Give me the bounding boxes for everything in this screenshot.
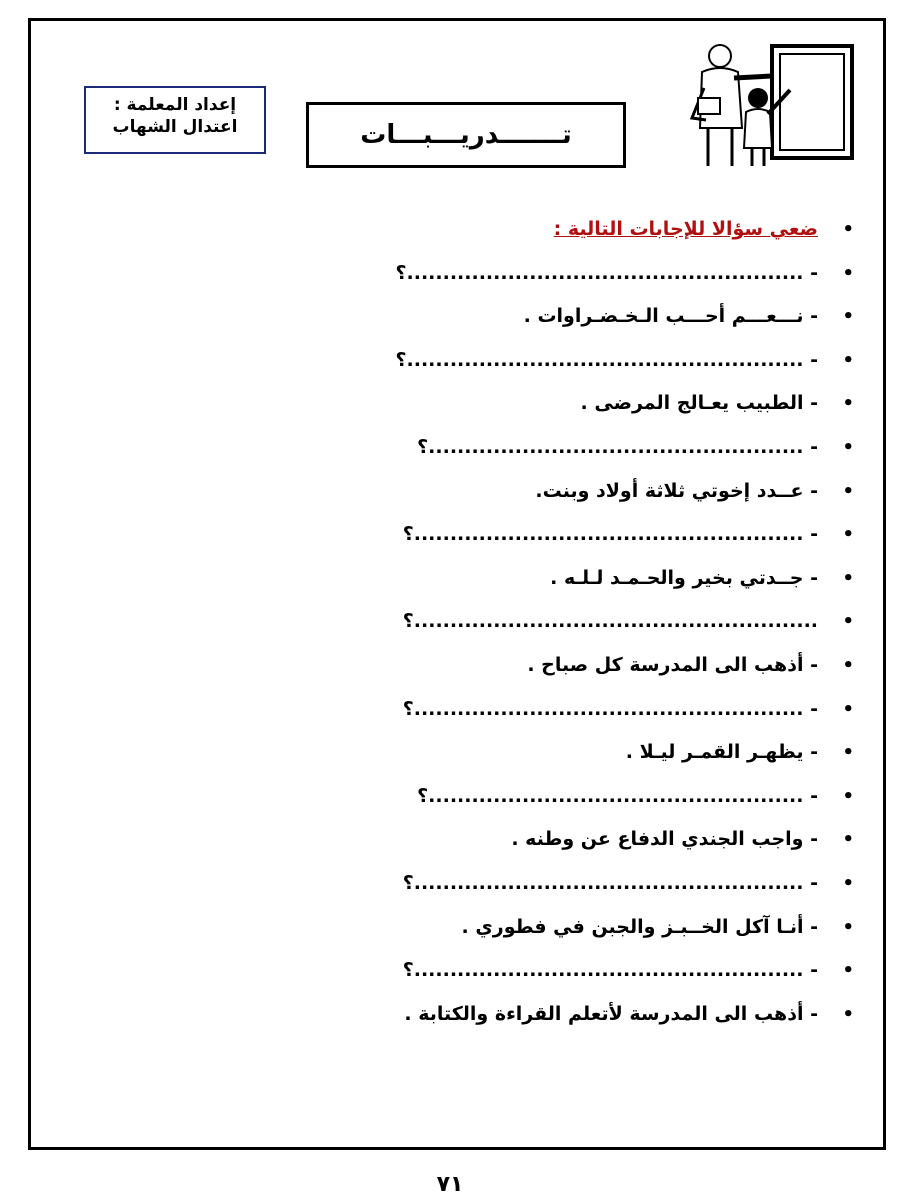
bullet-icon: •: [842, 393, 854, 415]
list-item: [284, 339, 864, 383]
bullet-icon: •: [842, 306, 854, 328]
bullet-icon: •: [842, 960, 854, 982]
item-text: - ....................................................؟: [417, 435, 818, 458]
list-item: [284, 513, 864, 557]
list-item: [284, 688, 864, 732]
page-title: تـــــــدريـــبـــات: [306, 102, 626, 168]
bullet-icon: •: [842, 524, 854, 546]
list-item: [284, 862, 864, 906]
bullet-icon: •: [842, 654, 854, 676]
teacher-student-board-icon: [672, 38, 862, 168]
item-text: ........................................................؟: [402, 610, 818, 633]
item-text: - أذهب الى المدرسة لأتعلم القراءة والكتابة .: [404, 1002, 818, 1025]
item-text: - .......................................................؟: [395, 261, 818, 284]
item-text: - ....................................................؟: [417, 784, 818, 807]
item-text: - .......................................................؟: [395, 348, 818, 371]
bullet-icon: •: [842, 219, 854, 240]
exercise-list: [284, 208, 864, 1036]
bullet-icon: •: [842, 872, 854, 894]
item-text: - عــدد إخوتي ثلاثة أولاد وبنت.: [535, 479, 818, 502]
bullet-icon: •: [842, 742, 854, 764]
bullet-icon: •: [842, 1003, 854, 1025]
list-item: [284, 906, 864, 950]
bullet-icon: •: [842, 436, 854, 458]
bullet-icon: •: [842, 262, 854, 284]
teacher-credit-box: [84, 86, 266, 154]
bullet-icon: •: [842, 698, 854, 720]
instruction-text: ضعي سؤالا للإجابات التالية :: [553, 218, 818, 240]
bullet-icon: •: [842, 567, 854, 589]
list-item: [284, 557, 864, 601]
item-text: - يظهـر القمـر ليـلا .: [625, 741, 818, 764]
list-item: [284, 295, 864, 339]
item-text: - ......................................................؟: [402, 871, 818, 894]
bullet-icon: •: [842, 480, 854, 502]
list-item: [284, 600, 864, 644]
bullet-icon: •: [842, 785, 854, 807]
list-item: [284, 382, 864, 426]
bullet-icon: •: [842, 829, 854, 851]
bullet-icon: •: [842, 349, 854, 371]
item-text: - الطبيب يعـالج المرضى .: [580, 392, 818, 415]
list-item: [284, 470, 864, 514]
item-text: - أذهب الى المدرسة كل صباح .: [527, 653, 818, 676]
list-item: [284, 731, 864, 775]
list-item: [284, 949, 864, 993]
bullet-icon: •: [842, 916, 854, 938]
teacher-label: إعداد المعلمة :: [113, 95, 237, 115]
list-item: [284, 426, 864, 470]
item-text: - ......................................................؟: [402, 697, 818, 720]
instruction-item: [284, 208, 864, 252]
list-item: [284, 252, 864, 296]
item-text: - ......................................................؟: [402, 523, 818, 546]
item-text: - واجب الجندي الدفاع عن وطنه .: [511, 828, 818, 851]
item-text: - جــدتي بخير والحـمـد لـلـه .: [550, 566, 818, 589]
teacher-name: اعتدال الشهاب: [112, 117, 238, 137]
item-text: - نـــعـــم أحـــب الـخـضـراوات .: [523, 305, 818, 328]
list-item: [284, 775, 864, 819]
list-item: [284, 993, 864, 1037]
bullet-icon: •: [842, 611, 854, 633]
list-item: [284, 818, 864, 862]
item-text: - ......................................................؟: [402, 959, 818, 982]
page-number: ٧١: [436, 1172, 464, 1197]
item-text: - أنـا آكل الخــبـز والجبن في فطوري .: [461, 915, 818, 938]
list-item: [284, 644, 864, 688]
